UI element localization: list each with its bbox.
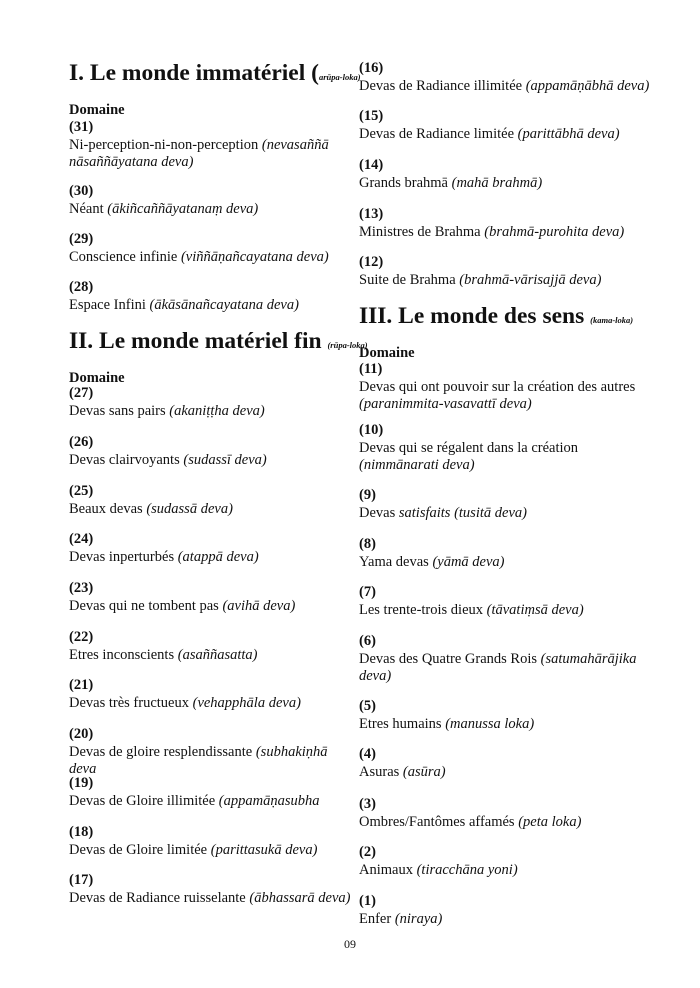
list-item: (17) Devas de Radiance ruisselante (ābhassarā deva): [69, 872, 351, 906]
list-item: (1) Enfer (niraya): [359, 893, 443, 927]
section-title-senses: III. Le monde des sens (kama-loka): [359, 303, 634, 329]
list-item: (29) Conscience infinie (viññāṇañcayatana deva): [69, 231, 329, 265]
list-item: (28) Espace Infini (ākāsānañcayatana deva): [69, 279, 299, 313]
list-item: (10) Devas qui se régalent dans la création (nimmānarati deva): [359, 422, 579, 473]
section-title-immaterial: I. Le monde immatériel (arūpa-loka): [69, 60, 361, 86]
list-item: (31) Ni-perception-ni-non-perception (nevasaññā nāsaññāyatana deva): [69, 119, 329, 170]
list-item: (19) Devas de Gloire illimitée (appamāṇasubha: [69, 775, 320, 809]
list-item: (3) Ombres/Fantômes affamés (peta loka): [359, 796, 582, 830]
list-item: (4) Asuras (asūra): [359, 746, 446, 780]
list-item: (22) Etres inconscients (asaññasatta): [69, 629, 258, 663]
list-item: (5) Etres humains (manussa loka): [359, 698, 535, 732]
list-item: (23) Devas qui ne tombent pas (avihā deva): [69, 580, 296, 614]
domain-label: Domaine: [359, 345, 415, 361]
list-item: (25) Beaux devas (sudassā deva): [69, 483, 233, 517]
list-item: (14) Grands brahmā (mahā brahmā): [359, 157, 543, 191]
list-item: (9) Devas satisfaits (tusitā deva): [359, 487, 527, 521]
list-item: (8) Yama devas (yāmā deva): [359, 536, 505, 570]
list-item: (12) Suite de Brahma (brahmā-vārisajjā deva): [359, 254, 602, 288]
list-item: (27) Devas sans pairs (akaniṭṭha deva): [69, 385, 265, 419]
list-item: (20) Devas de gloire resplendissante (subhakiṇhā deva: [69, 726, 328, 777]
list-item: (13) Ministres de Brahma (brahmā-purohita deva): [359, 206, 625, 240]
list-item: (16) Devas de Radiance illimitée (appamāṇābhā deva): [359, 60, 650, 94]
list-item: (15) Devas de Radiance limitée (parittābhā deva): [359, 108, 620, 142]
list-item: (21) Devas très fructueux (vehapphāla deva): [69, 677, 301, 711]
list-item: (6) Devas des Quatre Grands Rois (satumahārājika deva): [359, 633, 637, 684]
list-item: (30) Néant (ākiñcaññāyatanaṃ deva): [69, 183, 259, 217]
page-number: 09: [344, 937, 356, 951]
domain-label: Domaine: [69, 102, 125, 118]
list-item: (11) Devas qui ont pouvoir sur la création des autres (paranimmita-vasavattī deva): [359, 361, 636, 412]
list-item: (24) Devas inperturbés (atappā deva): [69, 531, 259, 565]
list-item: (2) Animaux (tiracchāna yoni): [359, 844, 518, 878]
section-title-fine-material: II. Le monde matériel fin (rūpa-loka): [69, 328, 368, 354]
list-item: (7) Les trente-trois dieux (tāvatiṃsā deva): [359, 584, 584, 618]
list-item: (18) Devas de Gloire limitée (parittasukā deva): [69, 824, 318, 858]
domain-label: Domaine: [69, 370, 125, 386]
list-item: (26) Devas clairvoyants (sudassī deva): [69, 434, 267, 468]
